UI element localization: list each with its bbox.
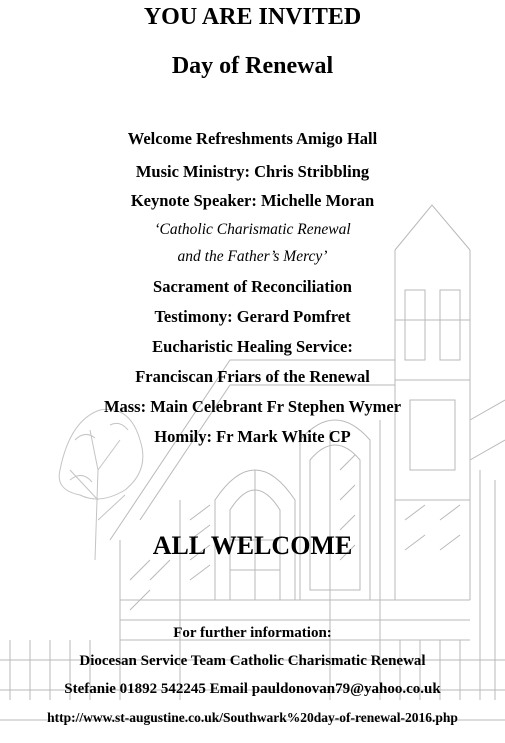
homily-line: Homily: Fr Mark White CP bbox=[154, 427, 351, 446]
mass-line: Mass: Main Celebrant Fr Stephen Wymer bbox=[103, 397, 402, 416]
contact-heading: For further information: bbox=[173, 625, 332, 641]
contact-details: Stefanie 01892 542245 Email pauldonovan79@yahoo.co.uk bbox=[64, 681, 441, 697]
website-link[interactable]: http://www.st-augustine.co.uk/Southwark%20day-of-renewal-2016.php bbox=[47, 710, 458, 725]
testimony-line: Testimony: Gerard Pomfret bbox=[154, 307, 351, 326]
contact-organisation: Diocesan Service Team Catholic Charismatic Renewal bbox=[79, 653, 426, 669]
headline: YOU ARE INVITED bbox=[143, 4, 362, 30]
talk-title-line-2: and the Father’s Mercy’ bbox=[177, 248, 328, 265]
friars-line: Franciscan Friars of the Renewal bbox=[135, 367, 370, 386]
refreshments-line: Welcome Refreshments Amigo Hall bbox=[127, 129, 378, 148]
music-ministry-line: Music Ministry: Chris Stribbling bbox=[135, 162, 370, 181]
talk-title-line-1: ‘Catholic Charismatic Renewal bbox=[154, 221, 351, 238]
reconciliation-line: Sacrament of Reconciliation bbox=[153, 277, 352, 296]
healing-service-line: Eucharistic Healing Service: bbox=[152, 337, 353, 356]
event-title: Day of Renewal bbox=[171, 53, 334, 79]
keynote-speaker-line: Keynote Speaker: Michelle Moran bbox=[130, 191, 375, 210]
all-welcome: ALL WELCOME bbox=[152, 531, 353, 560]
